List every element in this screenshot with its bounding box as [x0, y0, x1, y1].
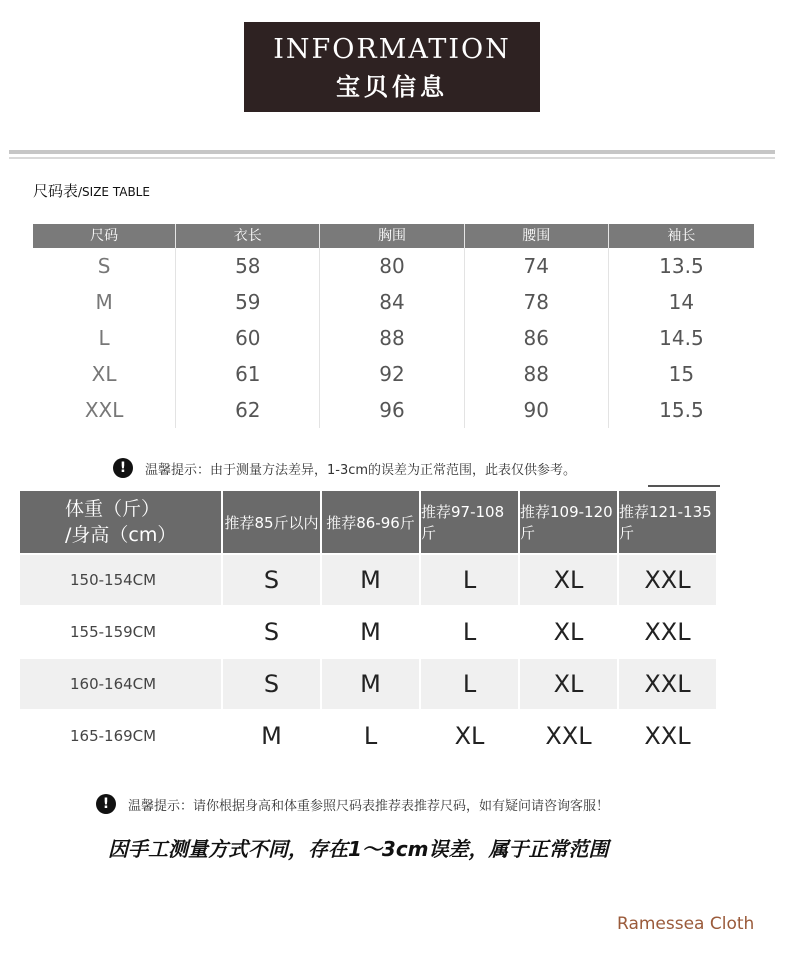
table-cell: 61: [175, 356, 319, 392]
banner-title-cn: 宝贝信息: [336, 73, 448, 101]
table-cell: L: [419, 659, 518, 709]
header-cell: 推荐109-120斤: [518, 491, 617, 553]
table-cell: 59: [175, 284, 319, 320]
table-row: [33, 284, 754, 320]
table-cell: 92: [319, 356, 463, 392]
corner-line1: 体重（斤）: [65, 498, 161, 520]
table-cell: 88: [319, 320, 463, 356]
header-cell: 袖长: [608, 224, 754, 248]
brand-watermark: Ramessea Cloth: [617, 914, 755, 934]
table-cell: L: [419, 555, 518, 605]
table-cell: 14: [608, 284, 754, 320]
height-cell: 165-169CM: [70, 727, 157, 745]
height-cell: 155-159CM: [70, 623, 157, 641]
header-cell: 腰围: [464, 224, 608, 248]
table-cell: 78: [464, 284, 608, 320]
table-cell: XL: [419, 711, 518, 761]
table-row: [20, 555, 720, 605]
header-cell: 推荐85斤以内: [221, 491, 320, 553]
table-cell: M: [320, 659, 419, 709]
table-cell: M: [320, 555, 419, 605]
table-row: [20, 659, 720, 709]
table-row: [20, 711, 720, 761]
info-banner: [244, 22, 540, 112]
corner-header: [20, 491, 221, 553]
table-cell: XXL: [617, 711, 716, 761]
table-cell: XXL: [518, 711, 617, 761]
size-table-title: [33, 180, 150, 201]
table-cell: XL: [518, 659, 617, 709]
table-cell: 15.5: [608, 392, 754, 428]
table-cell: 14.5: [608, 320, 754, 356]
table-cell: M: [95, 290, 113, 314]
table-cell: 58: [175, 248, 319, 284]
table-row: [33, 356, 754, 392]
table-cell: L: [419, 607, 518, 657]
measurement-disclaimer: 因手工测量方式不同，存在1～3cm误差，属于正常范围: [108, 837, 609, 861]
height-cell: 150-154CM: [20, 555, 221, 605]
size-table-title-en: /SIZE TABLE: [78, 185, 150, 199]
table-cell: XXL: [84, 398, 124, 422]
corner-line2: /身高（cm）: [65, 524, 177, 546]
table-cell: XL: [91, 362, 117, 386]
table-cell: XXL: [617, 659, 716, 709]
exclamation-icon: !: [113, 458, 133, 478]
notice-text: 温馨提示：由于测量方法差异，1-3cm的误差为正常范围，此表仅供参考。: [145, 462, 577, 478]
table-cell: S: [221, 607, 320, 657]
banner-title-en: INFORMATION: [273, 34, 511, 65]
header-cell: 胸围: [319, 224, 463, 248]
size-table-title-cn: 尺码表: [33, 182, 79, 200]
table-cell: 62: [175, 392, 319, 428]
decorative-line: [648, 485, 720, 487]
table-cell: 13.5: [608, 248, 754, 284]
header-cell: 衣长: [175, 224, 319, 248]
table-cell: 74: [464, 248, 608, 284]
table-cell: 60: [175, 320, 319, 356]
table-cell: 84: [319, 284, 463, 320]
height-cell: 160-164CM: [20, 659, 221, 709]
table-row: [33, 320, 754, 356]
table-cell: XXL: [617, 555, 716, 605]
table-cell: 90: [464, 392, 608, 428]
table-cell: M: [320, 607, 419, 657]
size-advice-notice: [96, 794, 609, 814]
table-row: [33, 248, 754, 284]
table-cell: L: [98, 326, 110, 350]
table-cell: S: [97, 254, 111, 278]
size-table: [33, 224, 754, 428]
exclamation-icon: !: [96, 794, 116, 814]
header-cell: 尺码: [90, 228, 119, 244]
notice-text: 温馨提示：请你根据身高和体重参照尺码表推荐表推荐尺码，如有疑问请咨询客服！: [128, 798, 610, 814]
table-cell: XXL: [617, 607, 716, 657]
measurement-notice: [113, 458, 576, 478]
table-cell: XL: [518, 607, 617, 657]
table-cell: L: [320, 711, 419, 761]
table-cell: XL: [518, 555, 617, 605]
table-cell: 86: [464, 320, 608, 356]
table-cell: 88: [464, 356, 608, 392]
divider: [9, 157, 775, 159]
table-row: [20, 607, 720, 657]
header-cell: 推荐97-108斤: [419, 491, 518, 553]
table-cell: 96: [319, 392, 463, 428]
table-row: [33, 392, 754, 428]
size-table-header: [33, 224, 754, 248]
recommendation-table: [20, 491, 720, 761]
header-cell: 推荐86-96斤: [320, 491, 419, 553]
table-cell: S: [221, 555, 320, 605]
table-cell: S: [221, 659, 320, 709]
table-cell: 15: [608, 356, 754, 392]
recommendation-header: [20, 491, 720, 553]
divider: [9, 150, 775, 154]
table-cell: M: [221, 711, 320, 761]
header-cell: 推荐121-135斤: [617, 491, 716, 553]
table-cell: 80: [319, 248, 463, 284]
